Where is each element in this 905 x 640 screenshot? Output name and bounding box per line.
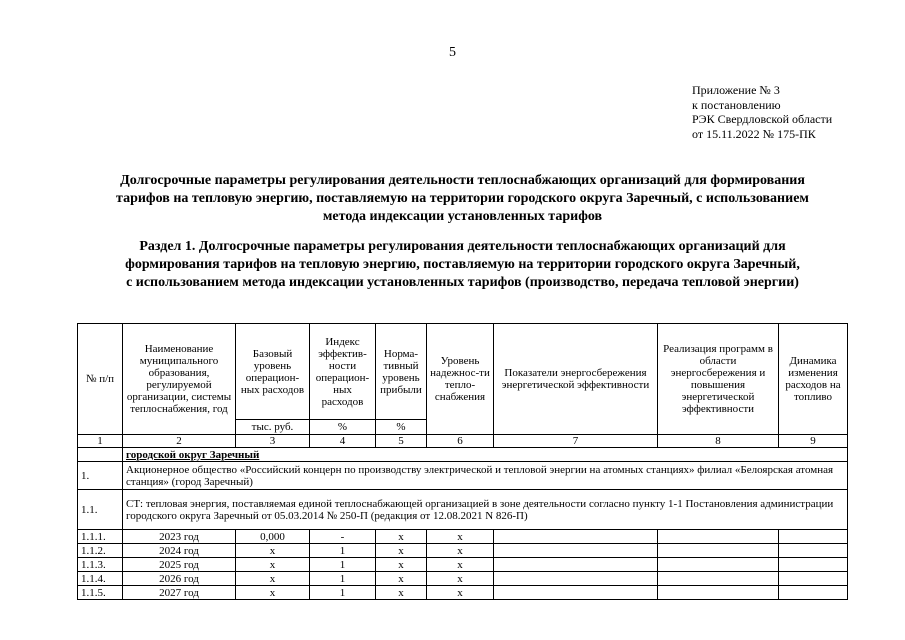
org-name: Акционерное общество «Российский концерн по производству электрической и тепловой энергии на атомных станциях» филиал «Белоярская атомная станция» (город Заречный) xyxy=(123,462,848,490)
row-year: 2025 год xyxy=(123,558,236,572)
row-year: 2027 год xyxy=(123,586,236,600)
row-num: 1.1.3. xyxy=(78,558,123,572)
header-name: Наименование муниципального образования, регулируемой организации, системы теплоснабжения, год xyxy=(123,324,236,435)
row-base: x xyxy=(236,586,310,600)
title-line: метода индексации установленных тарифов xyxy=(322,209,603,224)
document-title xyxy=(60,172,865,226)
unit-index: % xyxy=(310,420,376,435)
row-c7 xyxy=(494,530,658,544)
appendix-line: от 15.11.2022 № 175-ПК xyxy=(692,126,816,141)
row-base: x xyxy=(236,558,310,572)
col-number: 1 xyxy=(78,435,123,448)
col-number: 5 xyxy=(376,435,427,448)
row-index: 1 xyxy=(310,544,376,558)
section-title xyxy=(60,238,865,292)
unit-profit: % xyxy=(376,420,427,435)
row-index: 1 xyxy=(310,558,376,572)
row-reliability: x xyxy=(427,530,494,544)
appendix-block xyxy=(692,83,832,141)
appendix-line: РЭК Свердловской области xyxy=(692,112,833,126)
col-number: 7 xyxy=(494,435,658,448)
row-c9 xyxy=(779,530,848,544)
col-number: 4 xyxy=(310,435,376,448)
area-num-cell xyxy=(78,448,123,462)
table-row xyxy=(78,572,848,586)
row-c8 xyxy=(658,544,779,558)
table-row xyxy=(78,544,848,558)
col-number: 9 xyxy=(779,435,848,448)
row-c9 xyxy=(779,586,848,600)
header-base-opex: Базовый уровень операцион-ных расходов xyxy=(236,324,310,420)
title-line: Долгосрочные параметры регулирования деятельности теплоснабжающих организаций для формирования xyxy=(120,173,805,188)
row-profit: x xyxy=(376,572,427,586)
row-c7 xyxy=(494,558,658,572)
row-index: 1 xyxy=(310,586,376,600)
row-profit: x xyxy=(376,586,427,600)
page-number: 5 xyxy=(449,45,456,60)
header-fuel-dynamics: Динамика изменения расходов на топливо xyxy=(779,324,848,435)
table-row xyxy=(78,558,848,572)
section-line: Раздел 1. Долгосрочные параметры регулирования деятельности теплоснабжающих организаций для xyxy=(139,239,786,254)
section-line: с использованием метода индексации установленных тарифов (производство, передача тепловой энергии) xyxy=(126,275,799,290)
row-num: 1.1.2. xyxy=(78,544,123,558)
parameters-table xyxy=(77,323,848,600)
appendix-line: Приложение № 3 xyxy=(692,83,780,97)
row-c8 xyxy=(658,586,779,600)
col-number: 8 xyxy=(658,435,779,448)
row-c8 xyxy=(658,572,779,586)
row-c7 xyxy=(494,544,658,558)
area-name: городской округ Заречный xyxy=(123,448,848,462)
row-year: 2026 год xyxy=(123,572,236,586)
row-num: 1.1.1. xyxy=(78,530,123,544)
header-norm-profit: Норма-тивный уровень прибыли xyxy=(376,324,427,420)
row-c9 xyxy=(779,544,848,558)
row-reliability: x xyxy=(427,572,494,586)
col-number: 6 xyxy=(427,435,494,448)
row-reliability: x xyxy=(427,558,494,572)
row-num: 1.1.5. xyxy=(78,586,123,600)
system-num: 1.1. xyxy=(78,490,123,530)
header-efficiency-index: Индекс эффектив-ности операцион-ных расходов xyxy=(310,324,376,420)
col-number: 3 xyxy=(236,435,310,448)
row-c8 xyxy=(658,558,779,572)
header-energy-programs: Реализация программ в области энергосбережения и повышения энергетической эффективности xyxy=(658,324,779,435)
system-name: СТ: тепловая энергия, поставляемая единой теплоснабжающей организацией в зоне деятельности согласно пункту 1-1 Постановления администрации городского округа Заречный от 05.03.2014 № 250-П (редакция от 12.08.2021 N 826-П) xyxy=(123,490,848,530)
row-base: x xyxy=(236,544,310,558)
title-line: тарифов на тепловую энергию, поставляемую на территории городского округа Заречный, с использованием xyxy=(116,191,809,206)
table-row xyxy=(78,530,848,544)
row-reliability: x xyxy=(427,544,494,558)
row-c7 xyxy=(494,586,658,600)
row-reliability: x xyxy=(427,586,494,600)
row-base: x xyxy=(236,572,310,586)
appendix-line: к постановлению xyxy=(692,97,781,112)
header-num: № п/п xyxy=(78,324,123,435)
table-row xyxy=(78,586,848,600)
row-year: 2024 год xyxy=(123,544,236,558)
section-line: формирования тарифов на тепловую энергию, поставляемую на территории городского округа Заречный, xyxy=(125,257,800,272)
col-number: 2 xyxy=(123,435,236,448)
row-index: 1 xyxy=(310,572,376,586)
row-year: 2023 год xyxy=(123,530,236,544)
row-c9 xyxy=(779,558,848,572)
org-num: 1. xyxy=(78,462,123,490)
unit-base: тыс. руб. xyxy=(236,420,310,435)
row-c9 xyxy=(779,572,848,586)
row-c7 xyxy=(494,572,658,586)
header-energy-indicators: Показатели энергосбережения энергетической эффективности xyxy=(494,324,658,435)
row-profit: x xyxy=(376,530,427,544)
row-profit: x xyxy=(376,558,427,572)
row-profit: x xyxy=(376,544,427,558)
row-index: - xyxy=(310,530,376,544)
row-base: 0,000 xyxy=(236,530,310,544)
header-reliability: Уровень надежнос-ти тепло-снабжения xyxy=(427,324,494,435)
row-c8 xyxy=(658,530,779,544)
row-num: 1.1.4. xyxy=(78,572,123,586)
